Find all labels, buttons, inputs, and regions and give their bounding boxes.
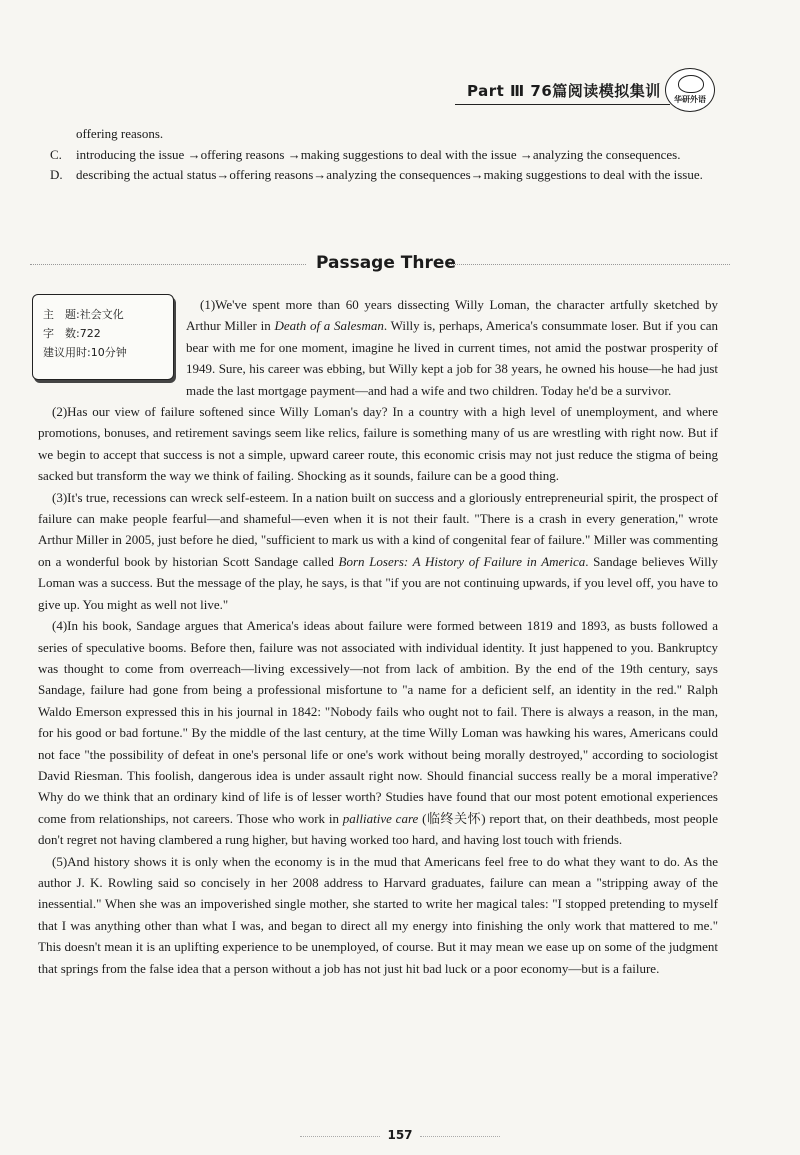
logo-emblem-icon xyxy=(678,75,704,93)
book-title: Born Losers: A History of Failure in America xyxy=(338,553,586,569)
paragraph-3 xyxy=(38,487,718,615)
header-title: Part Ⅲ 76篇阅读模拟集训 xyxy=(467,82,661,100)
paragraph-text: (3)It's true, recessions can wreck self-esteem. In a nation built on success and a gloriously entrepreneurial spirit, the prospect of failure can make people fearful—and shameful—even when it is not their fault. "There is a crash in every generation," wrote Arthur Miller in 2005, just before he died, "sufficient to mark us with a kind of congenital fear of failure." Miller was commenting on a wonderful book by historian Scott Sandage called xyxy=(38,489,718,569)
passage-heading xyxy=(30,253,730,277)
passage-title: Passage Three xyxy=(316,253,456,273)
info-word-count: 字 数:722 xyxy=(43,327,101,340)
paragraph-text: report that, on their deathbeds, most people don't regret not having clambered a rung higher, but having worked too hard, and having lost touch with friends. xyxy=(38,810,718,848)
option-text: describing the actual status→offering reasons→analyzing the consequences→making suggestions to deal with the issue. xyxy=(76,167,703,182)
paragraph-text: . Willy is, perhaps, America's consummate loser. But if you can bear with me for one moment, imagine he lived in current times, not amid the postwar prosperity of 1949. Sure, his career was ebbing, but Willy kept a job for 38 years, he owned his house—he had just made the last mortgage payment—and had a wife and two children. Today he'd be a survivor. xyxy=(186,318,719,398)
option-b-continuation: offering reasons. xyxy=(76,126,164,141)
footer-rule-right xyxy=(420,1136,500,1137)
paragraph-5: (5)And history shows it is only when the economy is in the mud that Americans feel free to do what they want to do. As the author J. K. Rowling said so concisely in her 2008 address to Harvard graduates, failure can mean a "stripping away of the inessential." When she was an impoverished single mother, she started to write her magical tales: "I stopped pretending to myself that I was anything other than what I was, and began to direct all my energy into finishing the only work that mattered to me." This doesn't mean it is an uplifting experience to be unemployed, of course. But it may mean we ease up on some of the judgment that springs from the false idea that a person without a job has not just hit bad luck or a poor economy—but is a failure. xyxy=(38,853,718,976)
answer-options xyxy=(50,124,718,186)
publisher-logo xyxy=(665,68,715,112)
heading-rule-right xyxy=(448,264,730,265)
chinese-note: (临终关怀) xyxy=(418,810,486,826)
option-letter: D. xyxy=(50,167,63,182)
info-topic: 主 题:社会文化 xyxy=(43,308,124,321)
option-letter: C. xyxy=(50,146,62,162)
paragraph-4 xyxy=(38,615,718,850)
page-header xyxy=(455,68,730,108)
paragraph-text: (1)We've spent more than 60 years dissecting Willy Loman, the character artfully sketched by Arthur Miller in xyxy=(186,297,718,334)
option-d xyxy=(50,165,718,186)
page-number-footer xyxy=(360,1128,440,1142)
header-rule xyxy=(455,104,670,105)
logo-text: 华研外语 xyxy=(674,95,706,104)
passage-body xyxy=(38,294,718,979)
info-box xyxy=(32,294,174,380)
paragraph-text: . Sandage believes Willy Loman was a success. But the message of the play, he says, is that "if you are not continuing upwards, if you level off, you have to give up. You might as well not live." xyxy=(38,553,718,612)
page-number: 157 xyxy=(387,1128,413,1142)
paragraph-text: (4)In his book, Sandage argues that America's ideas about failure were formed between 1819 and 1893, as busts followed a series of speculative booms. Before then, failure was not associated with individual identity. It just happened to you. Bankruptcy was thought to come from overreach—living excessively—not from lack of ambition. By the end of the 19th century, says Sandage, failure had gone from being a professional misfortune to "a name for a deficient self, an identity in the red." Ralph Waldo Emerson expressed this in his journal in 1842: "Nobody fails who ought not to fail. There is always a reason, in the man, for his good or bad fortune." By the middle of the last century, at the time Willy Loman was hawking his wares, Americans could not face "the possibility of defeat in one's personal life or one's work without being morally destroyed," according to sociologist David Riesman. This foolish, dangerous idea is under assault right now. Should financial success really be a moral imperative? Why do we think that an ordinary kind of life is of lesser worth? Studies have found that our most potent emotional experiences come from relationships, not careers. Those who work in xyxy=(38,618,718,826)
term: palliative care xyxy=(342,810,419,826)
option-c xyxy=(50,145,718,166)
footer-rule-left xyxy=(300,1136,380,1137)
option-text: introducing the issue →offering reasons →making suggestions to deal with the issue →analyzing the consequences. xyxy=(76,146,681,162)
heading-rule-left xyxy=(30,264,306,265)
info-suggested-time: 建议用时:10分钟 xyxy=(43,346,127,359)
book-title: Death of a Salesman xyxy=(274,318,384,334)
paragraph-2: (2)Has our view of failure softened since Willy Loman's day? In a country with a high level of unemployment, and where promotions, bonuses, and retirement savings seem like relics, failure is something many of us are wrestling with right now. But if we begin to accept that success is not a simple, upward career route, this economic crisis may not just reduce the stigma of being sacked but transform the way we think of failing. Shocking as it sounds, failure can be a good thing. xyxy=(38,404,718,484)
